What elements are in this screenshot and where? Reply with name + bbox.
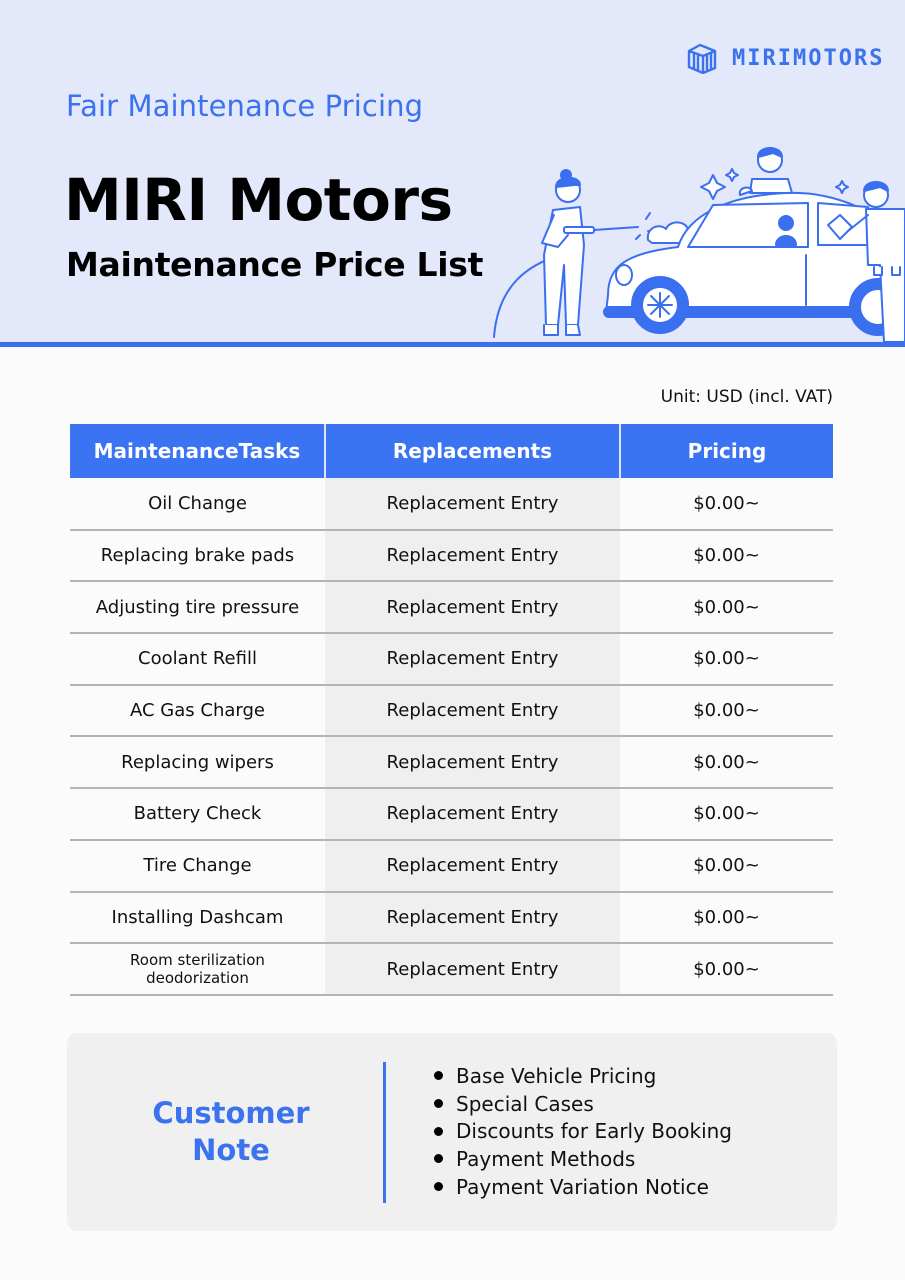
table-row xyxy=(70,633,833,685)
task-cell: Replacing brake pads xyxy=(70,530,325,582)
bullet-icon xyxy=(434,1127,443,1136)
table-row xyxy=(70,530,833,582)
cube-logo-icon xyxy=(686,42,718,74)
replacement-cell: Replacement Entry xyxy=(325,581,620,633)
task-line-2: deodorization xyxy=(146,969,249,988)
list-item-label: Special Cases xyxy=(456,1091,594,1116)
bullet-icon xyxy=(434,1182,443,1191)
list-item-label: Payment Variation Notice xyxy=(456,1174,709,1199)
replacement-cell: Replacement Entry xyxy=(325,736,620,788)
table-row xyxy=(70,581,833,633)
price-cell: $0.00~ xyxy=(620,943,833,995)
bullet-icon xyxy=(434,1099,443,1108)
list-item xyxy=(434,1090,732,1118)
car-wash-illustration xyxy=(488,135,905,342)
replacement-cell: Replacement Entry xyxy=(325,633,620,685)
list-item-label: Payment Methods xyxy=(456,1146,636,1171)
task-cell: Installing Dashcam xyxy=(70,892,325,944)
eyebrow-text: Fair Maintenance Pricing xyxy=(66,89,424,123)
replacement-cell: Replacement Entry xyxy=(325,840,620,892)
table-row xyxy=(70,478,833,530)
table-header-row xyxy=(70,424,833,478)
price-table xyxy=(70,424,833,996)
list-item-label: Discounts for Early Booking xyxy=(456,1119,733,1144)
table-row xyxy=(70,943,833,995)
price-cell: $0.00~ xyxy=(620,736,833,788)
replacement-cell: Replacement Entry xyxy=(325,685,620,737)
price-cell: $0.00~ xyxy=(620,788,833,840)
replacement-cell: Replacement Entry xyxy=(325,892,620,944)
price-cell: $0.00~ xyxy=(620,581,833,633)
table-row xyxy=(70,736,833,788)
note-divider xyxy=(383,1062,386,1203)
task-cell: Oil Change xyxy=(70,478,325,530)
table-row xyxy=(70,685,833,737)
task-cell: AC Gas Charge xyxy=(70,685,325,737)
table-row xyxy=(70,892,833,944)
note-title-line-2: Note xyxy=(192,1133,270,1167)
task-cell: Adjusting tire pressure xyxy=(70,581,325,633)
list-item xyxy=(434,1062,732,1090)
column-header-pricing: Pricing xyxy=(620,424,833,478)
table-row xyxy=(70,840,833,892)
brand-name: MIRIMOTORS xyxy=(732,45,885,71)
bullet-icon xyxy=(434,1154,443,1163)
list-item xyxy=(434,1173,732,1201)
header-banner xyxy=(0,0,905,342)
task-cell: Battery Check xyxy=(70,788,325,840)
task-cell: Tire Change xyxy=(70,840,325,892)
bullet-icon xyxy=(434,1071,443,1080)
replacement-cell: Replacement Entry xyxy=(325,943,620,995)
replacement-cell: Replacement Entry xyxy=(325,530,620,582)
customer-note-title xyxy=(67,1095,395,1169)
table-row xyxy=(70,788,833,840)
column-header-replacements: Replacements xyxy=(325,424,620,478)
note-title-line-1: Customer xyxy=(152,1096,310,1130)
task-cell: Replacing wipers xyxy=(70,736,325,788)
brand-logo xyxy=(686,42,884,74)
note-list xyxy=(434,1062,732,1200)
unit-label: Unit: USD (incl. VAT) xyxy=(660,387,833,407)
price-cell: $0.00~ xyxy=(620,478,833,530)
price-cell: $0.00~ xyxy=(620,685,833,737)
list-item-label: Base Vehicle Pricing xyxy=(456,1063,657,1088)
page-subtitle: Maintenance Price List xyxy=(66,245,484,284)
list-item xyxy=(434,1145,732,1173)
task-cell xyxy=(70,943,325,995)
column-header-tasks: MaintenanceTasks xyxy=(70,424,325,478)
price-cell: $0.00~ xyxy=(620,892,833,944)
replacement-cell: Replacement Entry xyxy=(325,788,620,840)
task-line-1: Room sterilization xyxy=(130,951,265,970)
price-cell: $0.00~ xyxy=(620,633,833,685)
header-divider xyxy=(0,342,905,347)
price-cell: $0.00~ xyxy=(620,840,833,892)
list-item xyxy=(434,1117,732,1145)
price-cell: $0.00~ xyxy=(620,530,833,582)
customer-note-panel xyxy=(67,1033,837,1231)
task-cell: Coolant Refill xyxy=(70,633,325,685)
page-title: MIRI Motors xyxy=(64,166,453,234)
replacement-cell: Replacement Entry xyxy=(325,478,620,530)
